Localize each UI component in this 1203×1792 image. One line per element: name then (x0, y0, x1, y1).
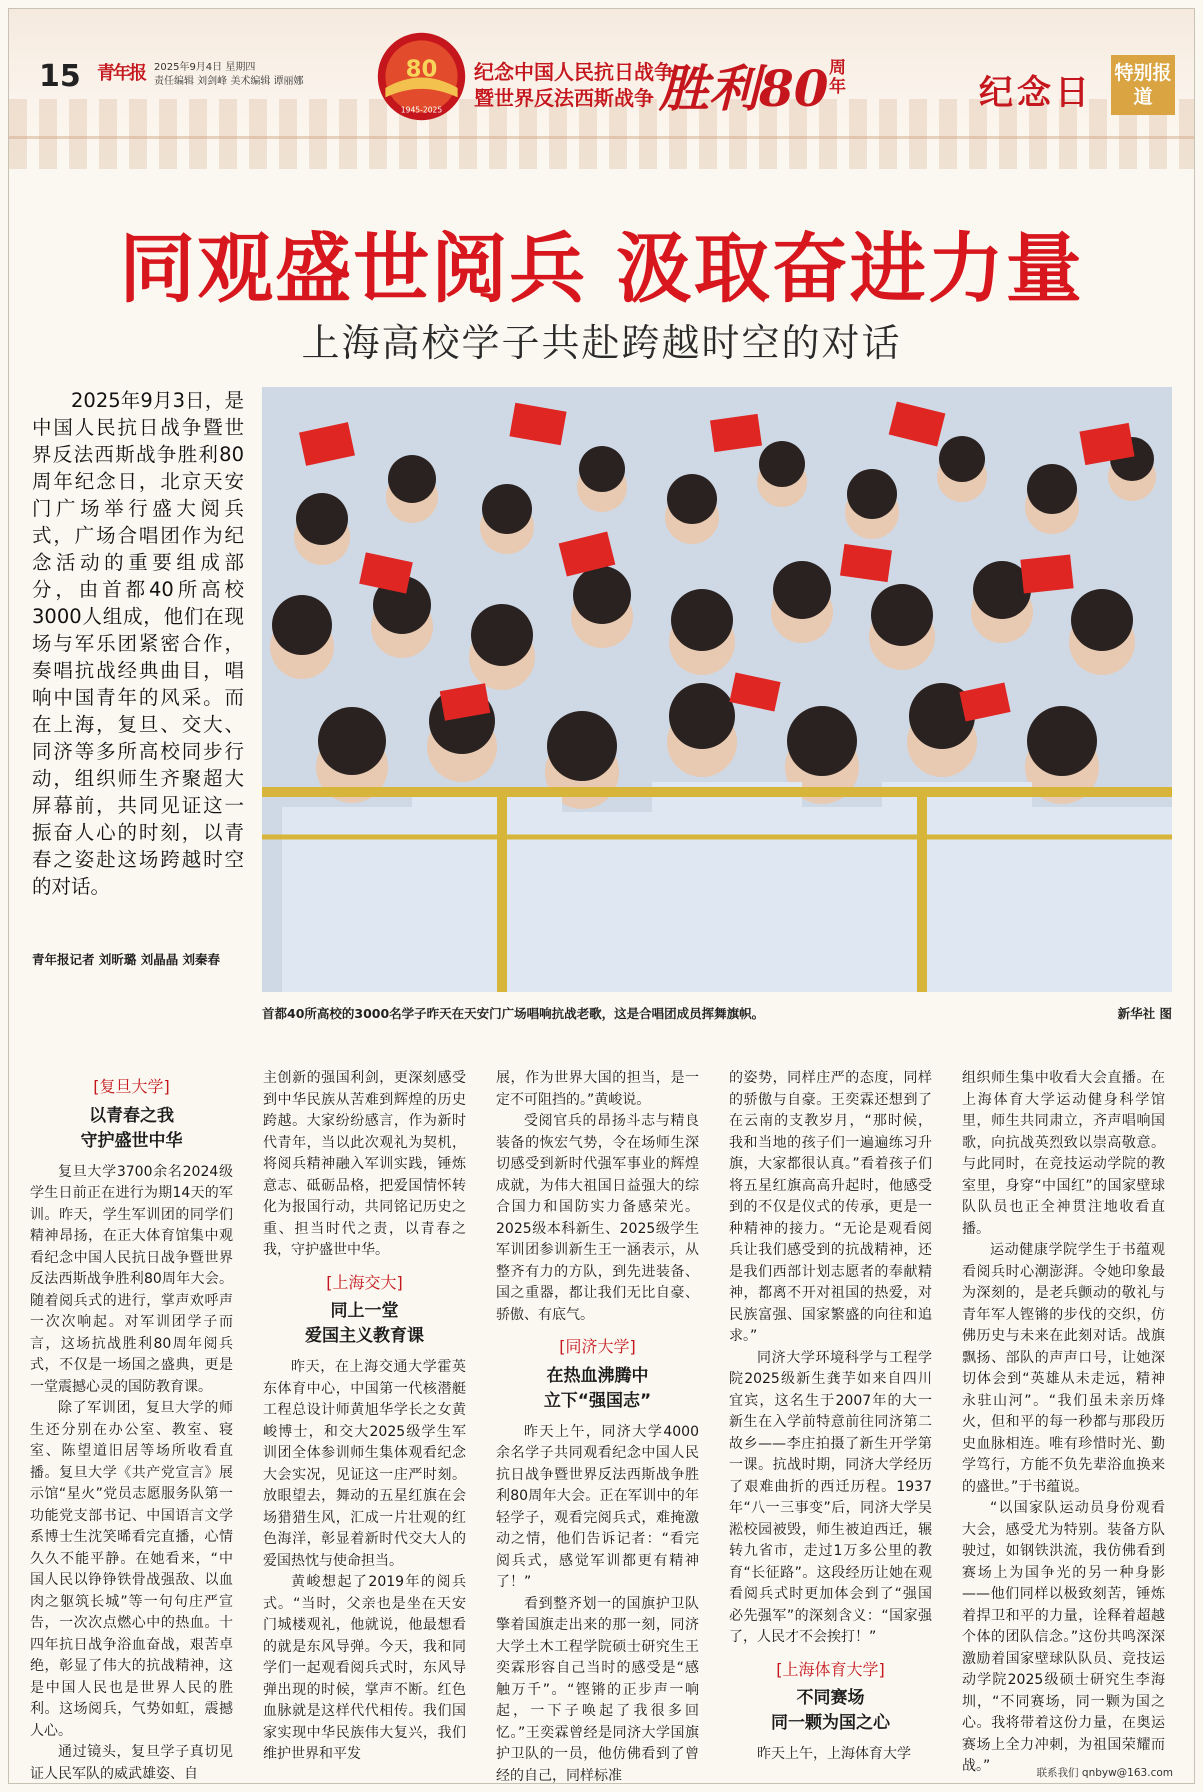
issue-meta (154, 61, 304, 89)
school-label-sjtu: [上海交大] (326, 1272, 403, 1292)
paragraph: 昨天上午，上海体育大学 (757, 1746, 911, 1762)
paragraph: 同济大学环境科学与工程学院2025级新生龚芋如来自四川宜宾，这名生于2007年的大一新生在入学前特意前往同济第二故乡——李庄拍摄了新生开学第一课。抗战时期，同济大学经历了艰难曲折的西迁历程。1937年“八一三事变”后，同济大学吴淞校园被毁，师生被迫西迁，辗转九省市，走过1万多公里的教育“长征路”。这段经历让她在观看阅兵式时更加体会到了“强国必先强军”的深刻含义：“国家强了，人民才不会挨打！” (729, 1349, 932, 1645)
column-2 (263, 1068, 466, 1766)
photo-caption (262, 1004, 1172, 1022)
footer-contact: 联系我们 qnbyw@163.com (1036, 1767, 1173, 1779)
paragraph: 受阅官兵的昂扬斗志与精良装备的恢宏气势，令在场师生深切感受到新时代强军事业的辉煌成就，为伟大祖国日益强大的综合国力和国防实力备感荣光。2025级本科新生、2025级学生军训团参训新生王一涵表示，从整齐有力的方队，到先进装备、国之重器，都让我们无比自豪、骄傲、有底气。 (496, 1113, 699, 1323)
headline-fudan (30, 1104, 233, 1154)
theme-line-2: 暨世界反法西斯战争 (474, 86, 654, 110)
paragraph: 昨天上午，同济大学4000余名学子共同观看纪念中国人民抗日战争暨世界反法西斯战争胜利80周年大会。正在军训中的年轻学子，观看完阅兵式，难掩激动之情，他们告诉记者：“看完阅兵式，感觉军训都更有精神了！” (496, 1423, 699, 1590)
issue-editors: 责任编辑 刘剑峰 美术编辑 谭丽娜 (154, 76, 304, 87)
headline-sjtu (263, 1299, 466, 1349)
victory-text: 胜利80 (659, 59, 829, 118)
headline-sjtu-line1: 同上一堂 (330, 1301, 399, 1321)
paragraph: 通过镜头，复旦学子真切见证人民军队的威武雄姿、自 (30, 1744, 233, 1782)
news-photo (262, 387, 1172, 992)
wall-line (9, 136, 1194, 139)
photo-credit: 新华社 图 (1117, 1006, 1172, 1021)
headline-tongji (496, 1364, 699, 1414)
years-suffix: 周年 (829, 58, 846, 97)
page-header (9, 9, 1194, 169)
paragraph: 运动健康学院学生于书蕴观看阅兵时心潮澎湃。令她印象最为深刻的，是老兵颤动的敬礼与青年军人铿锵的步伐的交织，仿佛历史与未来在此刻对话。战旗飘扬、部队的声声口号，让她深切体会到“英雄从未走远，精神永驻山河”。“我们虽未亲历烽火，但和平的每一秒都与那段历史血脉相连。唯有珍惜时光、勤学笃行，方能不负先辈浴血换来的盛世。”于书蕴说。 (962, 1242, 1165, 1495)
lead-paragraph (32, 387, 244, 900)
paragraph: 看到整齐划一的国旗护卫队擎着国旗走出来的那一刻，同济大学土木工程学院硕士研究生王奕霖形容自己当时的感受是“感触万千”。“铿锵的正步声一响起，一下子唤起了我很多回忆。”王奕霖曾经是同济大学国旗护卫队的一员，他仿佛看到了曾经的自己，同样标准 (496, 1595, 699, 1784)
sub-title: 上海高校学子共赴跨越时空的对话 (301, 321, 902, 365)
byline: 青年报记者 刘昕璐 刘晶晶 刘秦春 (32, 952, 221, 967)
theme-line-1: 纪念中国人民抗日战争 (474, 60, 674, 84)
paragraph: 展，作为世界大国的担当，是一定不可阻挡的。”黄峻说。 (496, 1070, 699, 1108)
headline-tongji-line1: 在热血沸腾中 (546, 1365, 649, 1386)
special-report-badge: 特别报道 (1111, 55, 1175, 115)
headline-sus-line1: 不同赛场 (796, 1688, 865, 1708)
school-label-sus: [上海体育大学] (776, 1659, 885, 1679)
paragraph: 组织师生集中收看大会直播。在上海体育大学运动健身科学馆里，师生共同肃立，齐声唱响国歌，向抗战英烈致以崇高敬意。与此同时，在竞技运动学院的教室里，身穿“中国红”的国家壁球队队员也正全神贯注地收看直播。 (962, 1070, 1165, 1237)
column-3 (496, 1068, 699, 1787)
headline-sus (729, 1686, 932, 1736)
headline-fudan-line2: 守护盛世中华 (80, 1130, 183, 1151)
paragraph: 主创新的强国利剑，更深刻感受到中华民族从苦难到辉煌的历史跨越。大家纷纷感言，作为新时代青年，当以此次观礼为契机，将阅兵精神融入军训实践，锤炼意志、砥砺品格，把爱国情怀转化为报国行动，共同铭记历史之重、担当时代之责，以青春之我，守护盛世中华。 (263, 1070, 466, 1258)
section-name: 纪念日 (979, 73, 1093, 113)
page-number: 15 (39, 59, 81, 94)
issue-date: 2025年9月4日 星期四 (154, 62, 256, 73)
caption-text: 首都40所高校的3000名学子昨天在天安门广场唱响抗战老歌，这是合唱团成员挥舞旗帜。 (262, 1006, 765, 1021)
anniversary-emblem-icon (374, 29, 469, 124)
paragraph: 复旦大学3700余名2024级学生日前正在进行为期14天的军训。昨天，学生军训团的同学们精神昂扬，在正大体育馆集中观看纪念中国人民抗日战争暨世界反法西斯战争胜利80周年大会。随着阅兵式的进行，掌声欢呼声一次次响起。对军训团学子而言，这场抗战胜利80周年阅兵式，不仅是一场国之盛典，更是一堂震撼心灵的国防教育课。 (30, 1163, 233, 1395)
column-fudan (30, 1072, 233, 1785)
paragraph: 黄峻想起了2019年的阅兵式。“当时，父亲也是坐在天安门城楼观礼，他就说，他最想看的就是东风导弹。今天，我和同学们一起观看阅兵式时，东风导弹出现的时候，掌声不断。红色血脉就是这样代代相传。我们国家实现中华民族伟大复兴，我们维护世界和平发 (263, 1574, 466, 1762)
crowd-photo-illustration (262, 387, 1172, 992)
emblem-years: 1945-2025 (400, 105, 443, 115)
headline-sjtu-line2: 爱国主义教育课 (305, 1326, 424, 1346)
theme-text (474, 59, 674, 111)
paragraph: 除了军训团，复旦大学的师生还分别在办公室、教室、寝室、陈望道旧居等场所收看直播。复旦大学《共产党宣言》展示馆“星火”党员志愿服务队第一功能党支部书记、中国语言文学系博士生沈笑晞看完直播，心情久久不能平静。在她看来，“中国人民以铮铮铁骨战强敌、以血肉之躯筑长城”等一句句庄严宣告，一次次点燃心中的热血。十四年抗日战争浴血奋战，艰苦卓绝，彰显了伟大的抗战精神，这是中国人民也是世界人民的胜利。这场阅兵，气势如虹，震撼人心。 (30, 1400, 233, 1739)
school-label-tongji: [同济大学] (559, 1337, 636, 1356)
paper-logo: 青年报 (97, 63, 145, 84)
lead-text: 2025年9月3日，是中国人民抗日战争暨世界反法西斯战争胜利80周年纪念日，北京天安门广场举行盛大阅兵式，广场合唱团作为纪念活动的重要组成部分，由首都40所高校3000人组成，他们在现场与军乐团紧密合作，奏唱抗战经典曲目，唱响中国青年的风采。而在上海，复旦、交大、同济等多所高校同步行动，组织师生齐聚超大屏幕前，共同见证这一振奋人心的时刻，以青春之姿赴这场跨越时空的对话。 (32, 389, 244, 898)
headline-fudan-line1: 以青春之我 (89, 1105, 174, 1126)
column-4 (729, 1068, 932, 1766)
headline-sus-line2: 同一颗为国之心 (771, 1713, 890, 1733)
paragraph: “以国家队运动员身份观看大会，感受尤为特别。装备方队驶过，如钢铁洪流，我仿佛看到赛场上为国争光的另一种身影——他们同样以极致刻苦，锤炼着捍卫和平的力量，诠释着超越个体的团队信念。”这份共鸣深深激励着国家壁球队队员、竞技运动学院2025级硕士研究生李海圳，“不同赛场，同一颗为国之心。我将带着这份力量，在奥运赛场上全力冲刺，为祖国荣耀而战。” (962, 1500, 1165, 1774)
school-label-fudan: [复旦大学] (93, 1077, 170, 1096)
paragraph: 昨天，在上海交通大学霍英东体育中心，中国第一代核潜艇工程总设计师黄旭华学长之女黄峻博士，和交大2025级学生军训团全体参训师生集体观看纪念大会实况，见证这一庄严时刻。放眼望去，舞动的五星红旗在会场猎猎生风，汇成一片壮观的红色海洋，彰显着新时代交大人的爱国热忱与使命担当。 (263, 1359, 466, 1569)
emblem-number: 80 (405, 56, 438, 83)
main-title: 同观盛世阅兵 汲取奋进力量 (119, 224, 1084, 313)
headline-tongji-line2: 立下“强国志” (543, 1390, 652, 1411)
paragraph: 的姿势，同样庄严的态度，同样的骄傲与自豪。王奕霖还想到了在云南的支教岁月，“那时候，我和当地的孩子们一遍遍练习升旗，大家都很认真。”看着孩子们将五星红旗高高升起时，他感受到的不仅是仪式的传承，更是一种精神的接力。“无论是观看阅兵让我们感受到的抗战精神，还是我们西部计划志愿者的奉献精神，都离不开对祖国的热爱，对民族富强、国家繁盛的向往和追求。” (729, 1070, 932, 1344)
column-5 (962, 1068, 1165, 1778)
